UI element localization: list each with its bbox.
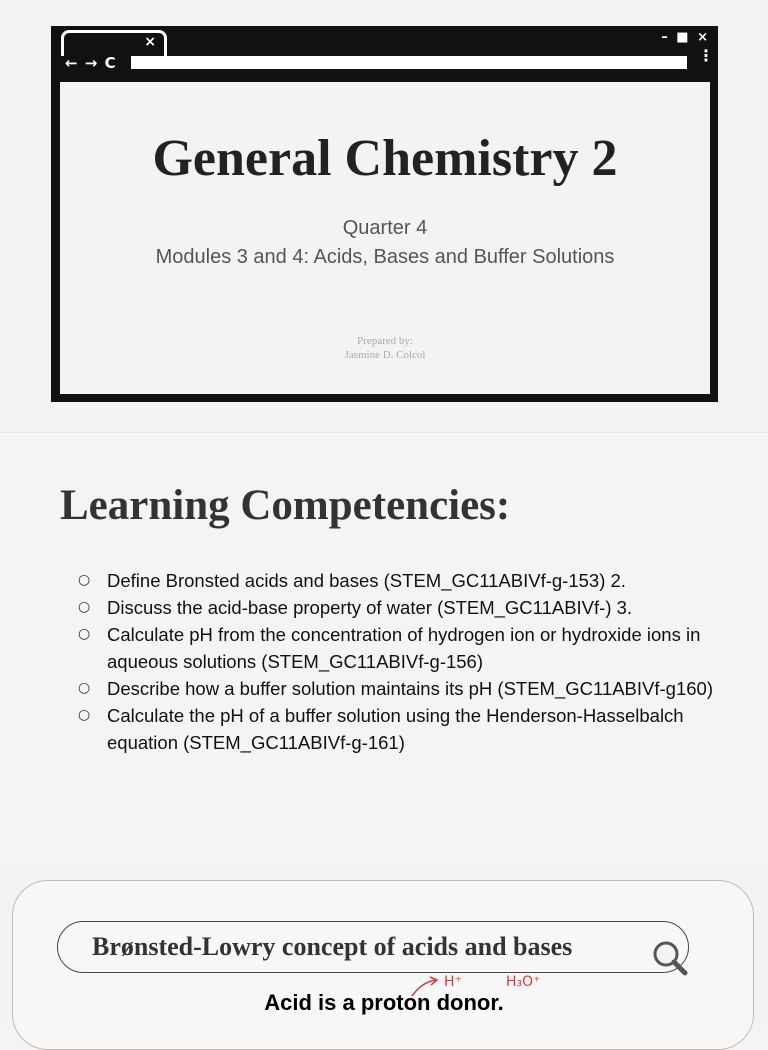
- subtitle: [60, 214, 710, 272]
- window-controls-icon: – ■ ×: [661, 30, 710, 45]
- bullet-icon: ○: [78, 626, 91, 642]
- bullet-icon: ○: [78, 707, 91, 723]
- acid-statement: Acid is a proton donor.: [264, 990, 504, 1015]
- list-item-text: Calculate pH from the concentration of hydrogen ion or hydroxide ions in aqueous solutions (STEM_GC11ABIVf-g-156): [107, 624, 701, 672]
- bronsted-slide: [0, 866, 768, 1024]
- annotation-h: H⁺: [444, 974, 462, 990]
- magnifier-icon: [650, 938, 690, 978]
- list-item: [78, 567, 738, 594]
- page-title: General Chemistry 2: [152, 130, 618, 187]
- author-credit: [60, 334, 710, 362]
- nav-arrows-icon: ← → C: [65, 54, 117, 72]
- browser-tab-graphic: [61, 30, 167, 56]
- list-item: [78, 594, 738, 621]
- bullet-icon: ○: [78, 680, 91, 696]
- modules-label: Modules 3 and 4: Acids, Bases and Buffer Solutions: [155, 246, 615, 268]
- bullet-icon: ○: [78, 599, 91, 615]
- author-name: Jasmine D. Colcol: [344, 349, 426, 361]
- bronsted-heading: Brønsted-Lowry concept of acids and bases: [92, 932, 573, 961]
- competencies-heading: Learning Competencies:: [60, 482, 511, 529]
- competencies-list: [78, 567, 738, 756]
- annotation-h3o: H₃O⁺: [506, 974, 541, 990]
- heading-pill: [57, 921, 689, 973]
- browser-frame-graphic: [51, 26, 718, 402]
- list-item: [78, 675, 738, 702]
- list-item-text: Discuss the acid-base property of water (STEM_GC11ABIVf-) 3.: [107, 597, 633, 618]
- browser-page-area: [60, 82, 710, 394]
- list-item-text: Calculate the pH of a buffer solution using the Henderson-Hasselbalch equation (STEM_GC11ABIVf-g-161): [107, 705, 684, 753]
- quarter-label: Quarter 4: [342, 217, 428, 239]
- competencies-slide: [0, 432, 768, 866]
- list-item: [78, 702, 738, 756]
- close-icon: ×: [144, 34, 156, 50]
- list-item-text: Define Bronsted acids and bases (STEM_GC11ABIVf-g-153) 2.: [107, 570, 626, 591]
- prepared-by-label: Prepared by:: [357, 335, 413, 347]
- bullet-icon: ○: [78, 572, 91, 588]
- menu-dots-icon: ⋮: [698, 46, 714, 65]
- address-bar-graphic: [131, 56, 687, 69]
- list-item: [78, 621, 738, 675]
- list-item-text: Describe how a buffer solution maintains its pH (STEM_GC11ABIVf-g160): [107, 678, 713, 699]
- title-slide: [0, 0, 768, 432]
